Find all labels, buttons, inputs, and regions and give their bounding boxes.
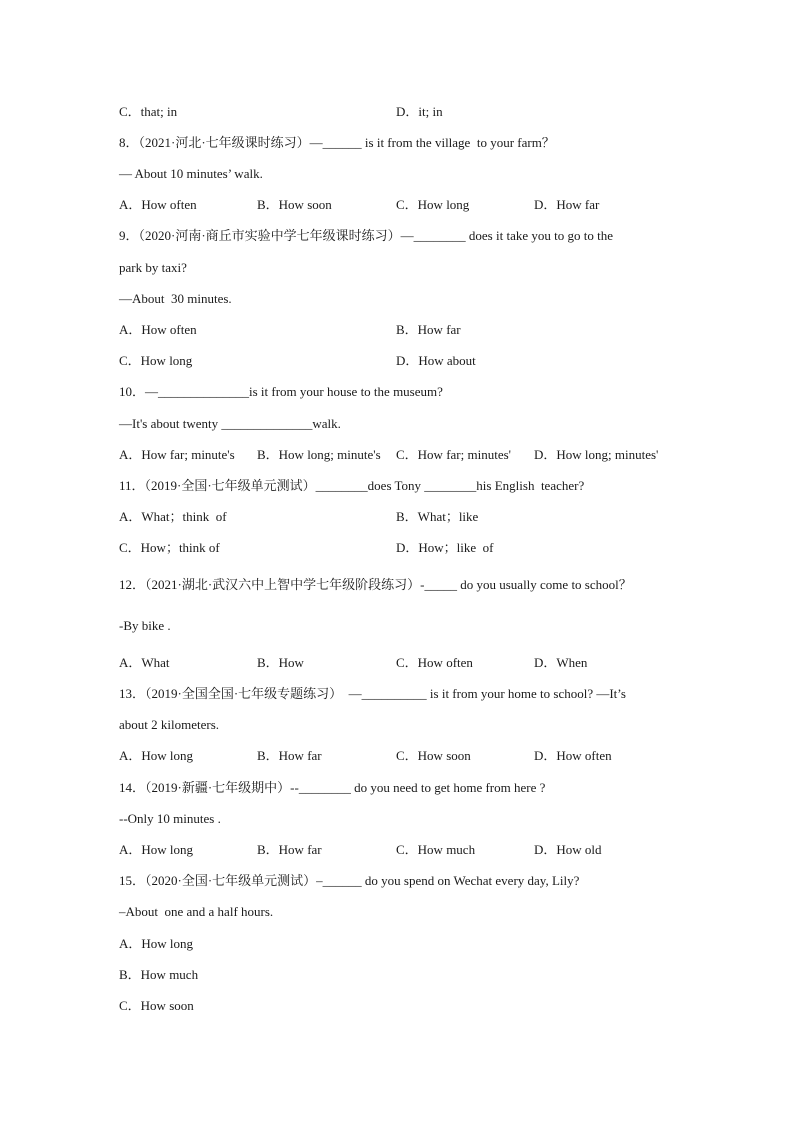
q15-option-a: A．How long	[119, 936, 194, 951]
q9-stem-line-1: 9．（2020·河南·商丘市实验中学七年级课时练习）—________ does it take you to go to the	[119, 228, 613, 243]
q14-answer-line: --Only 10 minutes .	[119, 811, 221, 826]
q12-option-a: A．What	[119, 655, 170, 670]
q12-option-d: D．When	[534, 655, 588, 670]
q13-option-d: D．How often	[534, 748, 612, 763]
q15-answer-line: –About one and a half hours.	[119, 904, 274, 919]
q15-option-c: C．How soon	[119, 998, 194, 1013]
q8-option-b: B．How soon	[257, 197, 332, 212]
q14-option-c: C．How much	[396, 842, 476, 857]
q10-stem: 10．—______________is it from your house to the museum?	[119, 384, 443, 399]
q10-option-b: B．How long; minute's	[257, 447, 381, 462]
q9-stem-line-2: park by taxi?	[119, 260, 187, 275]
q10-answer-line: —It's about twenty ______________walk.	[119, 416, 341, 431]
q14-option-a: A．How long	[119, 842, 194, 857]
q15-option-b: B．How much	[119, 967, 199, 982]
q13-stem-line-1: 13．（2019·全国全国·七年级专题练习） —__________ is it from your home to school? —It’s	[119, 686, 626, 701]
q7-option-d: D．it; in	[396, 104, 443, 119]
q11-option-c: C．How；think of	[119, 540, 220, 555]
q11-option-b: B．What；like	[396, 509, 479, 524]
q14-option-b: B．How far	[257, 842, 322, 857]
q11-stem: 11．（2019·全国·七年级单元测试）________does Tony ________his English teacher?	[119, 478, 585, 493]
q8-stem: 8．（2021·河北·七年级课时练习）—______ is it from the village to your farm？	[119, 135, 555, 150]
q13-stem-line-2: about 2 kilometers.	[119, 717, 220, 732]
q13-option-a: A．How long	[119, 748, 194, 763]
q10-option-d: D．How long; minutes'	[534, 447, 659, 462]
q12-stem: 12．（2021·湖北·武汉六中上智中学七年级阶段练习）-_____ do you usually come to school？	[119, 577, 632, 592]
q8-option-a: A．How often	[119, 197, 197, 212]
q13-option-c: C．How soon	[396, 748, 471, 763]
q8-option-d: D．How far	[534, 197, 600, 212]
q7-option-c: C．that; in	[119, 104, 178, 119]
q15-stem: 15．（2020·全国·七年级单元测试）–______ do you spend on Wechat every day, Lily?	[119, 873, 580, 888]
q14-stem: 14．（2019·新疆·七年级期中）--________ do you need to get home from here ?	[119, 780, 546, 795]
q11-option-d: D．How；like of	[396, 540, 494, 555]
q10-option-c: C．How far; minutes'	[396, 447, 511, 462]
q13-option-b: B．How far	[257, 748, 322, 763]
q9-option-b: B．How far	[396, 322, 461, 337]
q8-option-c: C．How long	[396, 197, 470, 212]
q14-option-d: D．How old	[534, 842, 602, 857]
q12-answer-line: -By bike .	[119, 618, 171, 633]
q10-option-a: A．How far; minute's	[119, 447, 235, 462]
q12-option-c: C．How often	[396, 655, 473, 670]
q9-option-d: D．How about	[396, 353, 476, 368]
q9-option-c: C．How long	[119, 353, 193, 368]
q12-option-b: B．How	[257, 655, 304, 670]
q8-answer-line: — About 10 minutes’ walk.	[119, 166, 263, 181]
q11-option-a: A．What；think of	[119, 509, 227, 524]
q9-answer-line: —About 30 minutes.	[119, 291, 232, 306]
q9-option-a: A．How often	[119, 322, 197, 337]
